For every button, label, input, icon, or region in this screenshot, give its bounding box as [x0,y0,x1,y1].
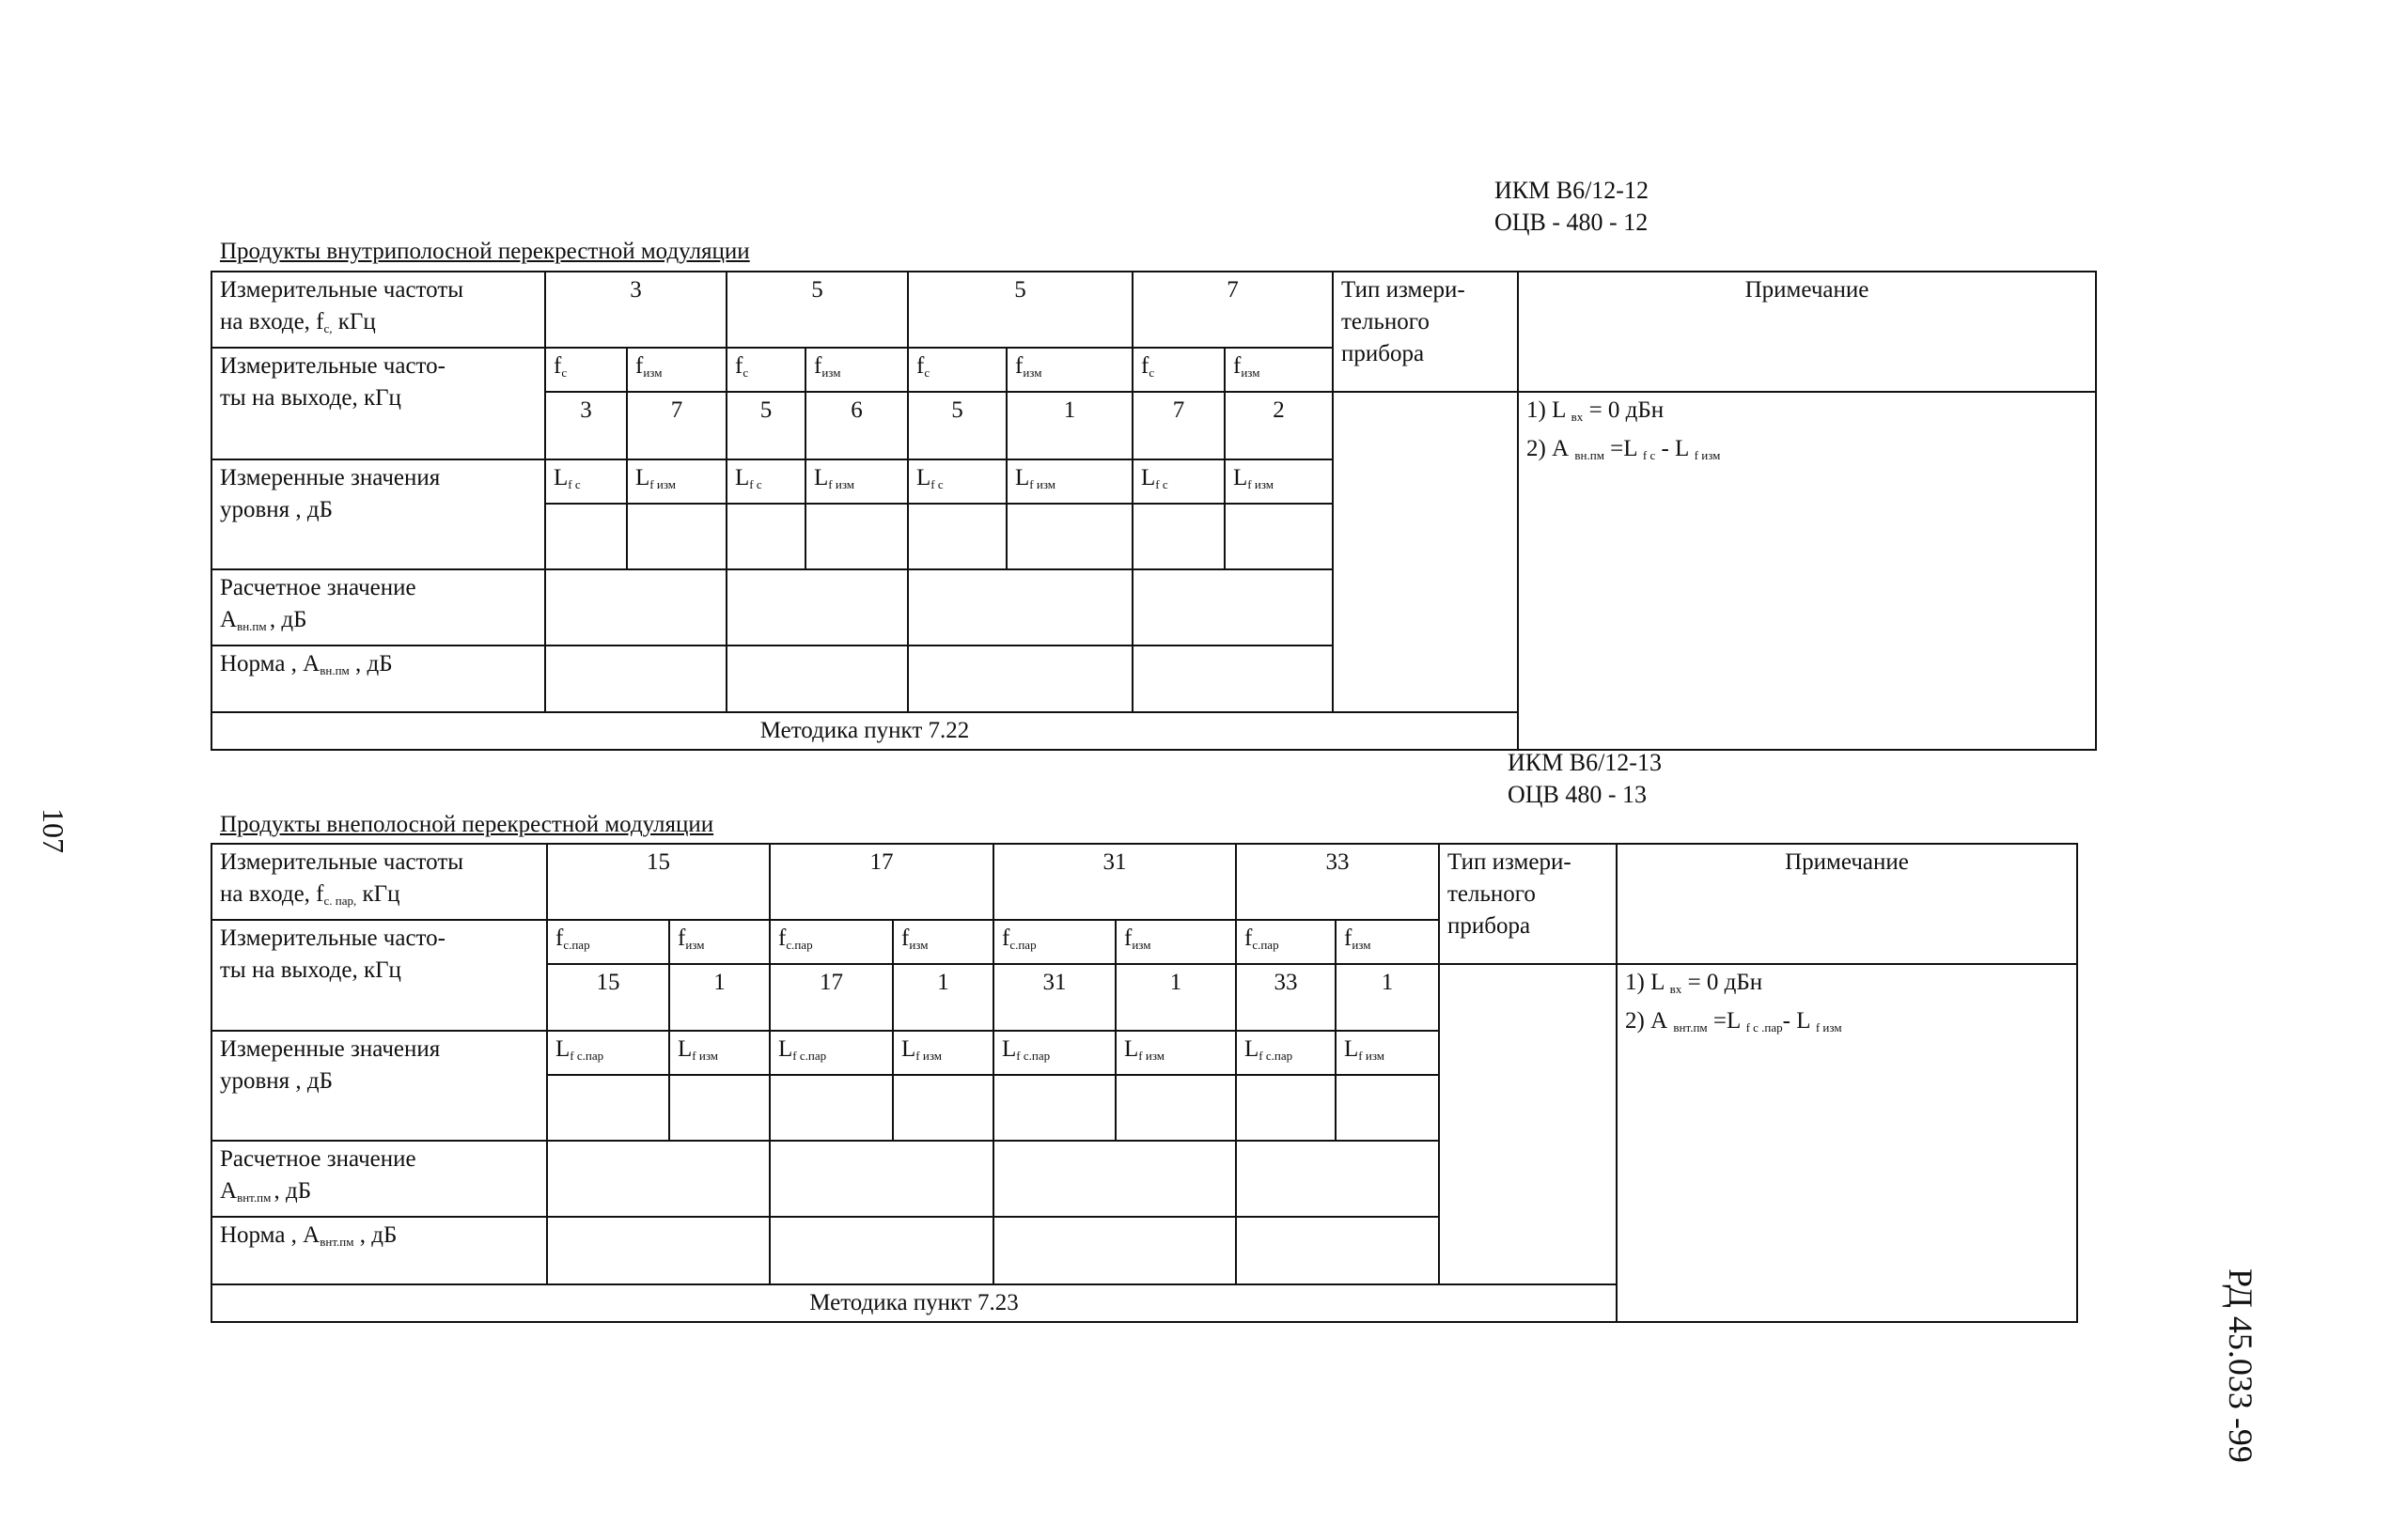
out-value: 7 [627,392,727,459]
norm-value-cell [545,646,727,712]
output-freq-label: Измерительные часто- ты на выходе, кГц [211,348,545,459]
out-value: 5 [908,392,1007,459]
measured-value-cell [1236,1075,1336,1141]
measured-value-cell [547,1075,669,1141]
norm-label: Норма , $А_{вн.пм}$ , дБ [211,646,545,712]
page-number: 107 [37,808,70,853]
code-line: ИКМ В6/12-12 [1494,177,1649,204]
out-value: 6 [805,392,908,459]
input-freq-label: Измерительные частоты на входе, $f_{с,}$ кГц [211,272,545,348]
norm-value-cell [908,646,1133,712]
out-value: 3 [545,392,627,459]
instrument-type-header: Тип измери- тельного прибора [1439,844,1617,964]
f-col-header: $f_{с.пар}$ [547,920,669,964]
f-col-header: $f_{изм}$ [893,920,993,964]
L-col-header: $L_{f изм}$ [1225,459,1333,504]
notes-cell [1617,964,2077,1322]
measured-value-cell [770,1075,893,1141]
note-line: 2) А $_{внт.пм}$ =L $_{f с .пар}$- L $_{f изм}$ [1625,1008,1842,1034]
norm-value-cell [1133,646,1333,712]
section-1-table [211,271,2097,751]
calculated-value-cell [1133,569,1333,646]
L-col-header: $L_{f с.пар}$ [993,1031,1116,1075]
out-value: 1 [1116,964,1236,1031]
section-1-title: Продукты внутриполосной перекрестной модуляции [220,239,750,264]
L-col-header: $L_{f изм}$ [669,1031,770,1075]
calculated-value-cell [547,1141,770,1217]
f-col-header: $f_с$ [1133,348,1225,392]
L-col-header: $L_{f с.пар}$ [770,1031,893,1075]
freq-group: 5 [727,272,908,348]
measured-value-cell [893,1075,993,1141]
freq-group: 15 [547,844,770,920]
norm-value-cell [993,1217,1236,1284]
freq-group: 33 [1236,844,1439,920]
f-col-header: $f_{изм}$ [627,348,727,392]
document-id: РД 45.033 -99 [2222,1268,2259,1463]
L-col-header: $L_{f с}$ [727,459,805,504]
note-header: Примечание [1617,844,2077,964]
freq-group: 3 [545,272,727,348]
instrument-type-cell [1439,964,1617,1284]
instrument-type-cell [1333,392,1518,712]
section-2-code [1508,747,1662,811]
freq-group: 31 [993,844,1236,920]
section-2-title: Продукты внеполосной перекрестной модуляции [220,812,714,837]
instrument-type-header: Тип измери- тельного прибора [1333,272,1518,392]
out-value: 2 [1225,392,1333,459]
calculated-value-cell [908,569,1133,646]
output-freq-label: Измерительные часто- ты на выходе, кГц [211,920,547,1031]
L-col-header: $L_{f изм}$ [805,459,908,504]
L-col-header: $L_{f с}$ [1133,459,1225,504]
L-col-header: $L_{f изм}$ [627,459,727,504]
out-value: 5 [727,392,805,459]
out-value: 17 [770,964,893,1031]
f-col-header: $f_с$ [908,348,1007,392]
norm-value-cell [727,646,908,712]
calculated-value-cell [545,569,727,646]
input-freq-label: Измерительные частоты на входе, $f_{с. пар,}$ кГц [211,844,547,920]
method-footer: Методика пункт 7.22 [211,712,1518,750]
measured-value-cell [669,1075,770,1141]
code-line: ОЦВ - 480 - 12 [1494,209,1649,236]
calculated-value-cell [727,569,908,646]
measured-value-cell [1007,504,1133,569]
method-footer: Методика пункт 7.23 [211,1284,1617,1322]
f-col-header: $f_{изм}$ [1336,920,1439,964]
out-value: 33 [1236,964,1336,1031]
measured-value-cell [1133,504,1225,569]
f-col-header: $f_{изм}$ [805,348,908,392]
measured-value-cell [805,504,908,569]
f-col-header: $f_{с.пар}$ [770,920,893,964]
f-col-header: $f_{с.пар}$ [1236,920,1336,964]
calculated-value-cell [1236,1141,1439,1217]
L-col-header: $L_{f с.пар}$ [1236,1031,1336,1075]
measured-value-cell [1225,504,1333,569]
measured-value-cell [1116,1075,1236,1141]
notes-cell [1518,392,2096,750]
measured-value-cell [908,504,1007,569]
L-col-header: $L_{f с}$ [908,459,1007,504]
note-line: 1) L $_{вх}$ = 0 дБн [1526,397,1665,424]
calculated-label: Расчетное значение $А_{вн.пм}$ , дБ [211,569,545,646]
norm-label: Норма , $А_{внт.пм}$ , дБ [211,1217,547,1284]
measured-value-cell [993,1075,1116,1141]
note-header: Примечание [1518,272,2096,392]
measured-value-cell [545,504,627,569]
f-col-header: $f_{изм}$ [1007,348,1133,392]
out-value: 15 [547,964,669,1031]
L-col-header: $L_{f изм}$ [1336,1031,1439,1075]
L-col-header: $L_{f с.пар}$ [547,1031,669,1075]
out-value: 1 [1336,964,1439,1031]
norm-value-cell [1236,1217,1439,1284]
L-col-header: $L_{f изм}$ [893,1031,993,1075]
calculated-value-cell [770,1141,993,1217]
L-col-header: $L_{f изм}$ [1116,1031,1236,1075]
calculated-value-cell [993,1141,1236,1217]
measured-value-cell [1336,1075,1439,1141]
calculated-label: Расчетное значение $А_{внт.пм}$ , дБ [211,1141,547,1217]
L-col-header: $L_{f изм}$ [1007,459,1133,504]
measured-value-cell [627,504,727,569]
code-line: ИКМ В6/12-13 [1508,749,1662,776]
f-col-header: $f_с$ [727,348,805,392]
norm-value-cell [770,1217,993,1284]
out-value: 1 [893,964,993,1031]
f-col-header: $f_{изм}$ [669,920,770,964]
out-value: 7 [1133,392,1225,459]
measured-value-cell [727,504,805,569]
section-1-code [1494,175,1649,239]
note-line: 2) А $_{вн.пм}$ =L $_{f с}$ - L $_{f изм}$ [1526,436,1721,462]
measured-label: Измеренные значения уровня , дБ [211,1031,547,1141]
out-value: 1 [669,964,770,1031]
f-col-header: $f_{изм}$ [1225,348,1333,392]
note-line: 1) L $_{вх}$ = 0 дБн [1625,970,1763,996]
norm-value-cell [547,1217,770,1284]
f-col-header: $f_{изм}$ [1116,920,1236,964]
section-2-table [211,843,2078,1323]
out-value: 1 [1007,392,1133,459]
freq-group: 5 [908,272,1133,348]
freq-group: 17 [770,844,993,920]
L-col-header: $L_{f с}$ [545,459,627,504]
f-col-header: $f_{с.пар}$ [993,920,1116,964]
freq-group: 7 [1133,272,1333,348]
code-line: ОЦВ 480 - 13 [1508,781,1648,808]
measured-label: Измеренные значения уровня , дБ [211,459,545,569]
out-value: 31 [993,964,1116,1031]
f-col-header: $f_с$ [545,348,627,392]
